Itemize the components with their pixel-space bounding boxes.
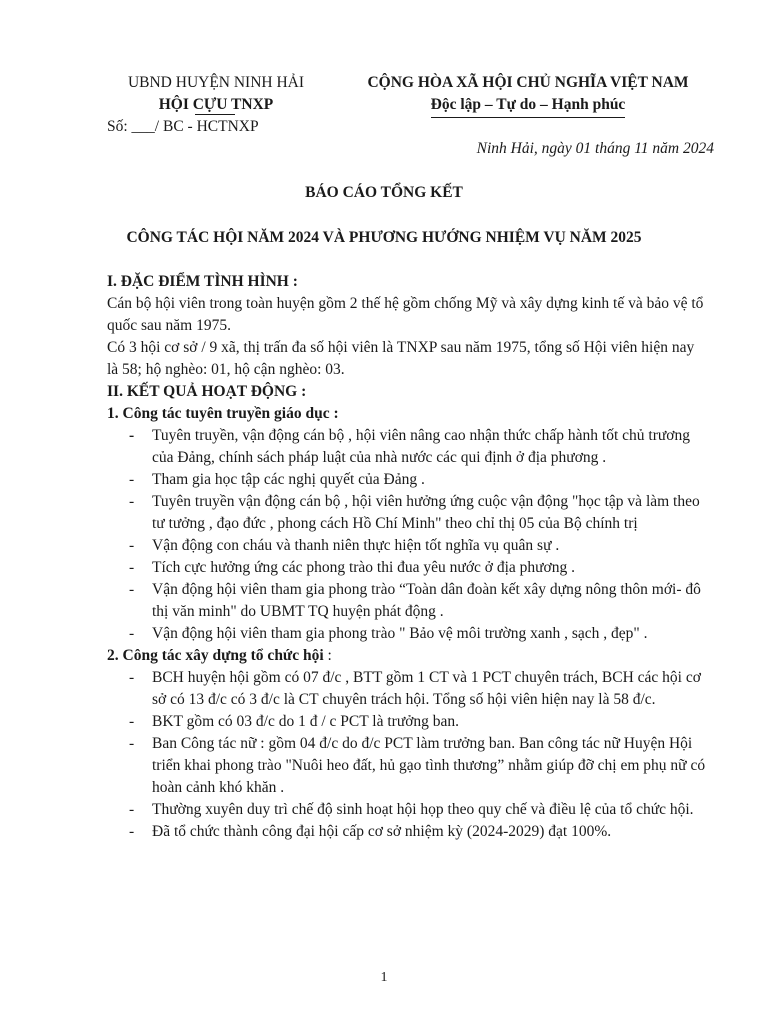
- section-1-heading: I. ĐẶC ĐIỂM TÌNH HÌNH :: [107, 273, 298, 290]
- list-item: - Tích cực hưởng ứng các phong trào thi đua yêu nước ở địa phương .: [107, 557, 707, 579]
- document-date: Ninh Hải, ngày 01 tháng 11 năm 2024: [476, 140, 714, 157]
- list-item: - Thường xuyên duy trì chế độ sinh hoạt hội họp theo quy chế và điều lệ của tổ chức hội.: [107, 799, 707, 821]
- list-item: - Vận động hội viên tham gia phong trào “Toàn dân đoàn kết xây dựng nông thôn mới- đô thị văn minh" do UBMT TQ huyện phát động .: [129, 581, 701, 620]
- section-1-paragraph: Cán bộ hội viên trong toàn huyện gồm 2 thế hệ gồm chống Mỹ và xây dựng kinh tế và bảo vệ tổ quốc sau năm 1975.: [107, 295, 704, 334]
- dash-bullet: -: [129, 625, 135, 642]
- section-1-paragraph: Có 3 hội cơ sở / 9 xã, thị trấn đa số hội viên là TNXP sau năm 1975, tổng số Hội viên hiện nay là 58; hộ nghèo: 01, hộ cận nghèo: 03.: [107, 339, 695, 378]
- list-item: - Tuyên truyền, vận động cán bộ , hội viên nâng cao nhận thức chấp hành tốt chủ trương của Đảng, chính sách pháp luật của nhà nước các qui định ở địa phương .: [129, 427, 690, 466]
- list-item: - Vận động con cháu và thanh niên thực hiện tốt nghĩa vụ quân sự .: [107, 535, 707, 557]
- organization-name: HỘI CỰU TNXP: [159, 94, 274, 116]
- dash-bullet: -: [129, 823, 135, 840]
- dash-bullet: -: [129, 537, 135, 554]
- subsection-1-heading: 1. Công tác tuyên truyền giáo dục :: [107, 405, 339, 422]
- list-item: - BKT gồm có 03 đ/c do 1 đ / c PCT là trưởng ban.: [107, 711, 707, 733]
- section-2-heading: II. KẾT QUẢ HOẠT ĐỘNG :: [107, 383, 307, 400]
- national-motto: Độc lập – Tự do – Hạnh phúc: [431, 94, 626, 116]
- header-left: [107, 72, 367, 138]
- header-right: [348, 72, 708, 116]
- agency-name: UBND HUYỆN NINH HẢI: [127, 74, 305, 91]
- list-item: - Đã tổ chức thành công đại hội cấp cơ sở nhiệm kỳ (2024-2029) đạt 100%.: [107, 821, 707, 843]
- dash-bullet: -: [129, 581, 135, 598]
- document-body: [107, 271, 707, 843]
- dash-bullet: -: [129, 471, 135, 488]
- subsection-2-heading: 2. Công tác xây dựng tổ chức hội :: [107, 647, 332, 664]
- subsection-1-list: [107, 425, 707, 645]
- list-item: - Ban Công tác nữ : gồm 04 đ/c do đ/c PCT làm trưởng ban. Ban công tác nữ Huyện Hội triển khai phong trào "Nuôi heo đất, hủ gạo tình thương” nhằm giúp đỡ chị em phụ nữ có hoàn cảnh khó khăn .: [129, 735, 706, 796]
- subsection-2-list: [107, 667, 707, 843]
- list-item: - Tuyên truyền vận động cán bộ , hội viên hưởng ứng cuộc vận động "học tập và làm theo tư tưởng , đạo đức , phong cách Hồ Chí Minh" theo chỉ thị 05 của Bộ chính trị: [129, 493, 700, 532]
- dash-bullet: -: [129, 559, 135, 576]
- report-title: BÁO CÁO TỔNG KẾT: [305, 184, 463, 201]
- list-item: - BCH huyện hội gồm có 07 đ/c , BTT gồm 1 CT và 1 PCT chuyên trách, BCH các hội cơ sở có 13 đ/c có 3 đ/c là CT chuyên trách hội. Tổng số hội viên hiện nay là 58 đ/c.: [129, 669, 701, 708]
- dash-bullet: -: [129, 427, 135, 444]
- report-subtitle: CÔNG TÁC HỘI NĂM 2024 VÀ PHƯƠNG HƯỚNG NHIỆM VỤ NĂM 2025: [126, 229, 642, 246]
- dash-bullet: -: [129, 801, 135, 818]
- list-item: - Vận động hội viên tham gia phong trào " Bảo vệ môi trường xanh , sạch , đẹp" .: [107, 623, 707, 645]
- page-number: 1: [380, 970, 388, 985]
- list-item: - Tham gia học tập các nghị quyết của Đảng .: [107, 469, 707, 491]
- dash-bullet: -: [129, 735, 135, 752]
- dash-bullet: -: [129, 713, 135, 730]
- document-number: Số: ___/ BC - HCTNXP: [107, 118, 259, 135]
- dash-bullet: -: [129, 493, 135, 510]
- national-title: CỘNG HÒA XÃ HỘI CHỦ NGHĨA VIỆT NAM: [367, 74, 689, 91]
- dash-bullet: -: [129, 669, 135, 686]
